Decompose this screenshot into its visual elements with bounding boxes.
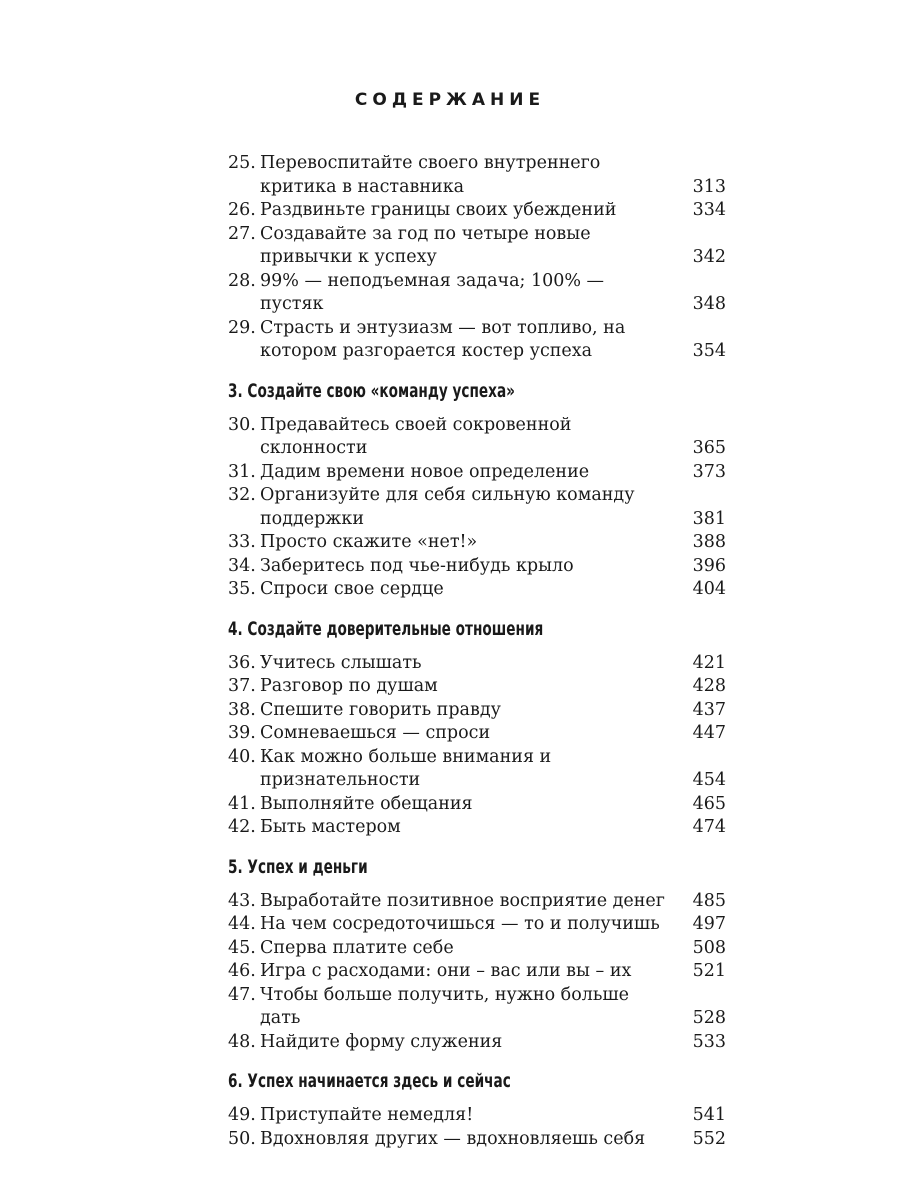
entry-title: Организуйте для себя сильную команду поддержки bbox=[260, 485, 635, 529]
entry-title: Спешите говорить правду bbox=[260, 699, 501, 720]
entry-page: 454 bbox=[692, 770, 726, 790]
toc-group bbox=[228, 856, 726, 1055]
entry-title: Разговор по душам bbox=[260, 676, 438, 696]
entry-number: 33. bbox=[228, 532, 256, 552]
entry-title: Выработайте позитивное восприятие денег bbox=[260, 890, 665, 911]
entry-number: 39. bbox=[228, 723, 256, 743]
entry-title: Быть мастером bbox=[260, 817, 401, 837]
entry-number: 45. bbox=[228, 937, 256, 958]
entry-page: 474 bbox=[692, 817, 726, 837]
toc-entry bbox=[228, 578, 726, 602]
toc-group bbox=[228, 1070, 726, 1151]
entry-number: 49. bbox=[228, 1105, 256, 1125]
entry-number: 28. bbox=[228, 270, 256, 291]
toc-entry bbox=[228, 675, 726, 699]
toc-group bbox=[228, 152, 726, 364]
toc-entry bbox=[228, 1104, 726, 1128]
entry-number: 32. bbox=[228, 485, 256, 505]
entry-page: 528 bbox=[692, 1008, 726, 1028]
entry-page: 381 bbox=[692, 508, 726, 529]
table-of-contents bbox=[228, 152, 726, 1151]
toc-entry bbox=[228, 699, 726, 723]
entry-page: 404 bbox=[692, 579, 726, 599]
entry-title: Предавайтесь своей сокровенной склонности bbox=[260, 414, 572, 458]
toc-entry bbox=[228, 555, 726, 579]
entry-title: Заберитесь под чье-нибудь крыло bbox=[260, 555, 574, 576]
entry-page: 521 bbox=[692, 961, 726, 981]
entry-number: 29. bbox=[228, 317, 256, 338]
toc-entry bbox=[228, 531, 726, 555]
entry-page: 552 bbox=[692, 1128, 726, 1149]
entry-title: Учитесь слышать bbox=[260, 652, 422, 673]
toc-entry bbox=[228, 1031, 726, 1055]
entry-number: 36. bbox=[228, 652, 256, 673]
entry-number: 41. bbox=[228, 793, 256, 814]
entry-number: 50. bbox=[228, 1128, 256, 1149]
entry-number: 38. bbox=[228, 699, 256, 720]
section-heading: 4. Создайте доверительные отношения bbox=[228, 618, 544, 640]
entry-number: 25. bbox=[228, 153, 256, 173]
toc-entry bbox=[228, 152, 726, 199]
entry-title: Сперва платите себе bbox=[260, 937, 454, 958]
toc-entry bbox=[228, 984, 726, 1031]
toc-entry bbox=[228, 816, 726, 840]
entry-title: 99% — неподъемная задача; 100% — пустяк bbox=[260, 270, 605, 314]
entry-title: Перевоспитайте своего внутреннего критика в наставника bbox=[260, 153, 601, 197]
entry-title: Приступайте немедля! bbox=[260, 1105, 474, 1125]
section-heading: 3. Создайте свою «команду успеха» bbox=[228, 380, 515, 402]
entry-page: 485 bbox=[692, 890, 726, 911]
page-title: СОДЕРЖАНИЕ bbox=[354, 90, 546, 110]
entry-page: 396 bbox=[692, 555, 726, 576]
entry-page: 354 bbox=[692, 341, 726, 361]
entry-number: 31. bbox=[228, 461, 256, 482]
toc-entry bbox=[228, 913, 726, 937]
toc-entry bbox=[228, 652, 726, 676]
entry-number: 46. bbox=[228, 961, 256, 981]
toc-entry bbox=[228, 960, 726, 984]
entry-page: 348 bbox=[692, 294, 726, 314]
toc-entry bbox=[228, 223, 726, 270]
entry-number: 26. bbox=[228, 200, 256, 220]
toc-entry bbox=[228, 1128, 726, 1152]
entry-number: 44. bbox=[228, 914, 256, 934]
entry-number: 48. bbox=[228, 1031, 256, 1052]
toc-entry bbox=[228, 414, 726, 461]
entry-page: 388 bbox=[692, 532, 726, 552]
entry-number: 40. bbox=[228, 746, 256, 767]
entry-title: Спроси свое сердце bbox=[260, 579, 444, 599]
section-heading: 5. Успех и деньги bbox=[228, 856, 368, 878]
toc-entry bbox=[228, 722, 726, 746]
toc-entry bbox=[228, 270, 726, 317]
entry-title: Сомневаешься — спроси bbox=[260, 723, 491, 743]
toc-entry bbox=[228, 937, 726, 961]
entry-page: 373 bbox=[692, 461, 726, 482]
entry-page: 342 bbox=[692, 247, 726, 267]
entry-number: 30. bbox=[228, 414, 256, 435]
entry-page: 365 bbox=[692, 438, 726, 458]
entry-number: 35. bbox=[228, 579, 256, 599]
entry-title: Найдите форму служения bbox=[260, 1031, 503, 1052]
entry-page: 447 bbox=[692, 723, 726, 743]
section-heading: 6. Успех начинается здесь и сейчас bbox=[228, 1071, 511, 1092]
entry-title: Как можно больше внимания и признательности bbox=[260, 746, 552, 790]
toc-entry bbox=[228, 746, 726, 793]
entry-page: 533 bbox=[692, 1031, 726, 1052]
entry-page: 313 bbox=[692, 176, 726, 197]
entry-number: 47. bbox=[228, 984, 256, 1005]
toc-group bbox=[228, 380, 726, 602]
entry-number: 37. bbox=[228, 676, 256, 696]
entry-number: 43. bbox=[228, 890, 256, 911]
toc-entry bbox=[228, 199, 726, 223]
entry-title: Игра с расходами: они – вас или вы – их bbox=[260, 961, 632, 981]
entry-title: На чем сосредоточишься — то и получишь bbox=[260, 914, 660, 934]
entry-title: Просто скажите «нет!» bbox=[260, 532, 478, 552]
entry-title: Страсть и энтузиазм — вот топливо, на котором разгорается костер успеха bbox=[260, 317, 626, 361]
entry-page: 421 bbox=[692, 652, 726, 673]
entry-page: 465 bbox=[692, 793, 726, 814]
toc-entry bbox=[228, 890, 726, 914]
toc-group bbox=[228, 618, 726, 840]
entry-title: Выполняйте обещания bbox=[260, 793, 473, 814]
entry-number: 34. bbox=[228, 555, 256, 576]
toc-entry bbox=[228, 317, 726, 364]
toc-entry bbox=[228, 461, 726, 485]
entry-title: Дадим времени новое определение bbox=[260, 461, 590, 482]
entry-title: Создавайте за год по четыре новые привычки к успеху bbox=[260, 223, 591, 267]
entry-page: 437 bbox=[692, 699, 726, 720]
toc-entry bbox=[228, 793, 726, 817]
entry-title: Чтобы больше получить, нужно больше дать bbox=[260, 984, 630, 1028]
entry-number: 42. bbox=[228, 817, 256, 837]
entry-page: 334 bbox=[692, 200, 726, 220]
entry-page: 508 bbox=[692, 937, 726, 958]
entry-page: 541 bbox=[692, 1105, 726, 1125]
entry-page: 428 bbox=[692, 676, 726, 696]
entry-number: 27. bbox=[228, 223, 256, 244]
entry-page: 497 bbox=[692, 914, 726, 934]
entry-title: Раздвиньте границы своих убеждений bbox=[260, 200, 617, 220]
entry-title: Вдохновляя других — вдохновляешь себя bbox=[260, 1128, 646, 1149]
toc-entry bbox=[228, 484, 726, 531]
